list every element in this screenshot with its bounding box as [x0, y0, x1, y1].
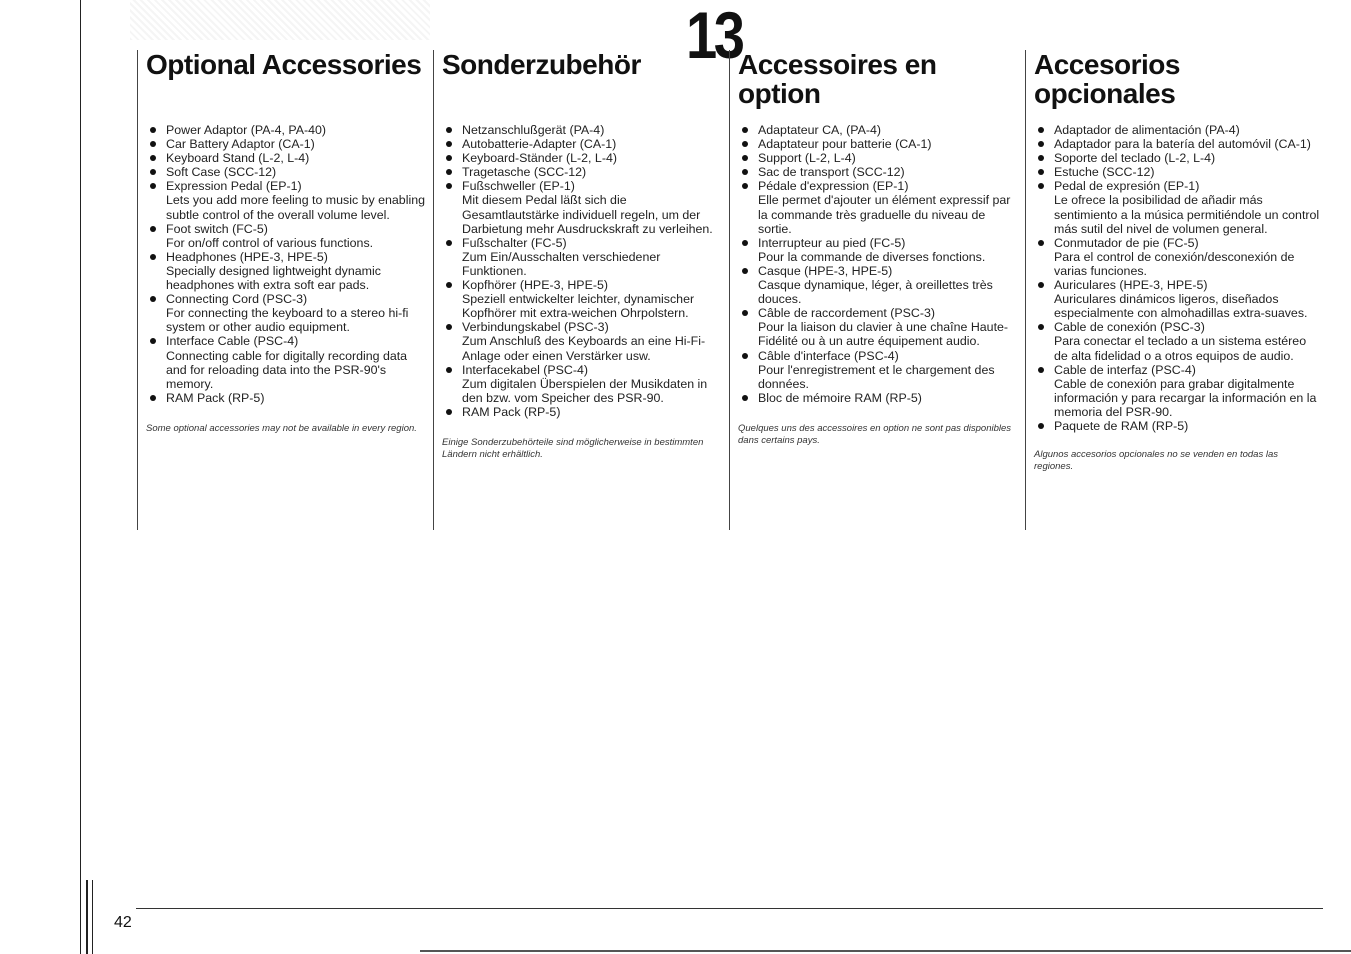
accessory-label: Adaptateur pour batterie (CA-1): [758, 137, 932, 152]
binding-line: [86, 880, 88, 954]
accessory-label: Câble d'interface (PSC-4): [758, 348, 899, 363]
accessory-description: Auriculares dinámicos ligeros, diseñados especialmente con almohadillas extra-suaves.: [1054, 292, 1308, 321]
bullet-icon: [742, 183, 748, 189]
column-spanish: [1025, 50, 1321, 530]
bullet-icon: [742, 268, 748, 274]
accessory-item: [442, 165, 725, 179]
footer-rule: [136, 908, 1323, 909]
accessory-item: [1034, 179, 1321, 235]
accessory-label: Interfacekabel (PSC-4): [462, 362, 589, 377]
accessory-item: [1034, 419, 1321, 433]
page-number: 42: [114, 914, 132, 931]
accessory-item: [146, 292, 427, 334]
accessory-item: [738, 123, 1021, 137]
accessory-item: [738, 137, 1021, 151]
scan-noise: [130, 0, 430, 40]
bullet-icon: [1038, 367, 1044, 373]
accessory-label: Pédale d'expression (EP-1): [758, 179, 909, 194]
column-german: [433, 50, 725, 530]
bullet-icon: [1038, 423, 1044, 429]
bullet-icon: [742, 240, 748, 246]
accessory-list: [1034, 123, 1321, 433]
bullet-icon: [150, 395, 156, 401]
accessory-item: [146, 151, 427, 165]
accessory-label: Pedal de expresión (EP-1): [1054, 179, 1200, 194]
accessory-label: Paquete de RAM (RP-5): [1054, 418, 1189, 433]
accessory-description: Specially designed lightweight dynamic headphones with extra soft ear pads.: [166, 263, 381, 293]
accessory-item: [442, 363, 725, 405]
accessory-item: [442, 137, 725, 151]
accessory-item: [738, 264, 1021, 306]
accessory-item: [1034, 137, 1321, 151]
bullet-icon: [446, 141, 452, 147]
accessory-label: Autobatterie-Adapter (CA-1): [462, 137, 617, 152]
accessory-item: [738, 349, 1021, 391]
bullet-icon: [1038, 240, 1044, 246]
bullet-icon: [150, 155, 156, 161]
accessory-item: [442, 236, 725, 278]
accessory-description: Zum Anschluß des Keyboards an eine Hi-Fi-Anlage oder einen Verstärker usw.: [462, 334, 706, 363]
bullet-icon: [742, 353, 748, 359]
bullet-icon: [150, 296, 156, 302]
accessory-item: [442, 320, 725, 362]
accessory-item: [1034, 151, 1321, 165]
accessory-label: Interrupteur au pied (FC-5): [758, 235, 906, 250]
accessory-item: [146, 334, 427, 390]
bullet-icon: [1038, 183, 1044, 189]
chapter-number: 13: [686, 0, 742, 72]
bullet-icon: [446, 367, 452, 373]
accessory-item: [146, 137, 427, 151]
accessory-item: [1034, 236, 1321, 278]
bullet-icon: [742, 310, 748, 316]
bullet-icon: [1038, 169, 1044, 175]
accessory-description: Para conectar el teclado a un sistema estéreo de alta fidelidad o a otros equipos de audio.: [1054, 334, 1307, 363]
binding-line: [92, 880, 93, 954]
bullet-icon: [742, 155, 748, 161]
accessory-label: Power Adaptor (PA-4, PA-40): [166, 123, 326, 137]
accessory-item: [442, 278, 725, 320]
bottom-rule: [420, 950, 1351, 952]
bullet-icon: [150, 338, 156, 344]
accessory-label: RAM Pack (RP-5): [166, 390, 265, 405]
accessory-item: [738, 391, 1021, 405]
accessory-label: Support (L-2, L-4): [758, 151, 856, 166]
bullet-icon: [446, 155, 452, 161]
availability-note: Algunos accesorios opcionales no se venden en todas las regiones.: [1034, 449, 1278, 473]
accessory-label: Adaptador para la batería del automóvil (CA-1): [1054, 137, 1311, 152]
accessory-description: Lets you add more feeling to music by enabling subtle control of the overall volume level.: [166, 193, 425, 222]
accessory-label: Auriculares (HPE-3, HPE-5): [1054, 278, 1208, 293]
accessory-label: Keyboard-Ständer (L-2, L-4): [462, 151, 617, 166]
accessory-item: [442, 179, 725, 235]
accessory-description: Zum digitalen Überspielen der Musikdaten in den bzw. vom Speicher des PSR-90.: [462, 376, 708, 405]
accessory-item: [442, 151, 725, 165]
accessory-item: [442, 405, 725, 419]
accessory-label: Bloc de mémoire RAM (RP-5): [758, 390, 922, 405]
accessory-label: Soporte del teclado (L-2, L-4): [1054, 151, 1216, 166]
accessory-description: Connecting cable for digitally recording data and for reloading data into the PSR-90's memory.: [166, 348, 408, 391]
accessory-item: [146, 250, 427, 292]
bullet-icon: [446, 183, 452, 189]
bullet-icon: [150, 127, 156, 133]
accessory-label: Estuche (SCC-12): [1054, 165, 1155, 180]
bullet-icon: [446, 240, 452, 246]
accessory-item: [738, 151, 1021, 165]
accessory-list: [442, 123, 725, 419]
bullet-icon: [446, 324, 452, 330]
bullet-icon: [1038, 282, 1044, 288]
accessory-label: Sac de transport (SCC-12): [758, 165, 905, 180]
column-english: [137, 50, 427, 530]
accessory-description: For connecting the keyboard to a stereo hi-fi system or other audio equipment.: [166, 306, 409, 335]
accessory-label: Adaptador de alimentación (PA-4): [1054, 123, 1240, 137]
accessory-item: [1034, 165, 1321, 179]
column-title: Accesorios opcionales: [1034, 49, 1180, 109]
accessory-label: Casque (HPE-3, HPE-5): [758, 263, 893, 278]
accessory-item: [146, 179, 427, 221]
bullet-icon: [446, 409, 452, 415]
accessory-description: Cable de conexión para grabar digitalmente información y para recargar la información en la memoria del PSR-90.: [1054, 376, 1317, 419]
binding-line: [80, 0, 81, 954]
accessory-label: Fußschweller (EP-1): [462, 179, 575, 194]
bullet-icon: [742, 127, 748, 133]
accessory-item: [738, 179, 1021, 235]
column-french: [729, 50, 1021, 530]
bullet-icon: [1038, 141, 1044, 147]
accessory-item: [1034, 363, 1321, 419]
column-title: Sonderzubehör: [442, 49, 641, 80]
accessory-item: [146, 165, 427, 179]
availability-note: Quelques uns des accessoires en option ne sont pas disponibles dans certains pays.: [738, 422, 1012, 446]
column-title: Optional Accessories: [146, 49, 422, 80]
accessory-item: [146, 123, 427, 137]
accessory-description: Le ofrece la posibilidad de añadir más sentimiento a la música permitiéndole un control más sutil del nivel de volumen general.: [1054, 193, 1320, 236]
bullet-icon: [150, 169, 156, 175]
accessory-description: Pour l'enregistrement et le chargement des données.: [758, 362, 995, 391]
accessory-label: Verbindungskabel (PSC-3): [462, 320, 609, 335]
accessory-item: [1034, 278, 1321, 320]
accessory-label: Soft Case (SCC-12): [166, 165, 277, 180]
accessory-list: [738, 123, 1021, 405]
accessory-description: Pour la liaison du clavier à une chaîne Haute-Fidélité ou à un autre équipement audio.: [758, 320, 1009, 349]
accessory-description: Zum Ein/Ausschalten verschiedener Funktionen.: [462, 249, 661, 278]
accessory-description: Speziell entwickelter leichter, dynamischer Kopfhörer mit extra-weichen Ohrpolstern.: [462, 292, 695, 321]
accessory-item: [1034, 123, 1321, 137]
accessory-description: Mit diesem Pedal läßt sich die Gesamtlautstärke individuell regeln, um der Darbietung mehr Ausdruckskraft zu verleihen.: [462, 193, 713, 236]
accessory-label: Adaptateur CA, (PA-4): [758, 123, 882, 137]
bullet-icon: [742, 395, 748, 401]
accessory-label: Conmutador de pie (FC-5): [1054, 235, 1199, 250]
accessory-item: [738, 165, 1021, 179]
accessory-label: Connecting Cord (PSC-3): [166, 292, 308, 307]
bullet-icon: [1038, 324, 1044, 330]
bullet-icon: [150, 254, 156, 260]
accessory-item: [738, 306, 1021, 348]
column-title: Accessoires en option: [738, 49, 937, 109]
bullet-icon: [1038, 127, 1044, 133]
accessory-label: Netzanschlußgerät (PA-4): [462, 123, 605, 137]
bullet-icon: [1038, 155, 1044, 161]
bullet-icon: [446, 127, 452, 133]
availability-note: Some optional accessories may not be available in every region.: [146, 422, 417, 434]
availability-note: Einige Sonderzubehörteile sind möglicherweise in bestimmten Ländern nicht erhältlich.: [442, 436, 704, 460]
accessory-label: Interface Cable (PSC-4): [166, 334, 299, 349]
accessory-label: Cable de interfaz (PSC-4): [1054, 362, 1196, 377]
accessory-label: Fußschalter (FC-5): [462, 235, 567, 250]
bullet-icon: [742, 141, 748, 147]
accessory-item: [146, 391, 427, 405]
accessory-description: Casque dynamique, léger, à oreillettes très douces.: [758, 278, 993, 307]
accessory-item: [1034, 320, 1321, 362]
accessory-label: Kopfhörer (HPE-3, HPE-5): [462, 278, 608, 293]
accessory-label: Câble de raccordement (PSC-3): [758, 306, 935, 321]
accessory-label: RAM Pack (RP-5): [462, 404, 561, 419]
bullet-icon: [446, 282, 452, 288]
accessory-item: [738, 236, 1021, 264]
bullet-icon: [446, 169, 452, 175]
binding-edge: [0, 0, 100, 954]
accessory-label: Car Battery Adaptor (CA-1): [166, 137, 315, 152]
accessory-label: Cable de conexión (PSC-3): [1054, 320, 1205, 335]
accessory-description: Para el control de conexión/desconexión de varias funciones.: [1054, 249, 1295, 278]
bullet-icon: [150, 141, 156, 147]
accessory-label: Expression Pedal (EP-1): [166, 179, 302, 194]
bullet-icon: [150, 183, 156, 189]
accessory-label: Headphones (HPE-3, HPE-5): [166, 249, 328, 264]
bullet-icon: [150, 226, 156, 232]
accessory-label: Foot switch (FC-5): [166, 221, 268, 236]
accessory-label: Tragetasche (SCC-12): [462, 165, 587, 180]
bullet-icon: [742, 169, 748, 175]
accessory-list: [146, 123, 427, 405]
accessory-description: Elle permet d'ajouter un élément expressif par la commande très graduelle du niveau de sortie.: [758, 193, 1011, 236]
accessory-item: [442, 123, 725, 137]
accessory-description: For on/off control of various functions.: [166, 235, 374, 250]
accessory-label: Keyboard Stand (L-2, L-4): [166, 151, 310, 166]
accessory-description: Pour la commande de diverses fonctions.: [758, 249, 986, 264]
accessory-item: [146, 222, 427, 250]
